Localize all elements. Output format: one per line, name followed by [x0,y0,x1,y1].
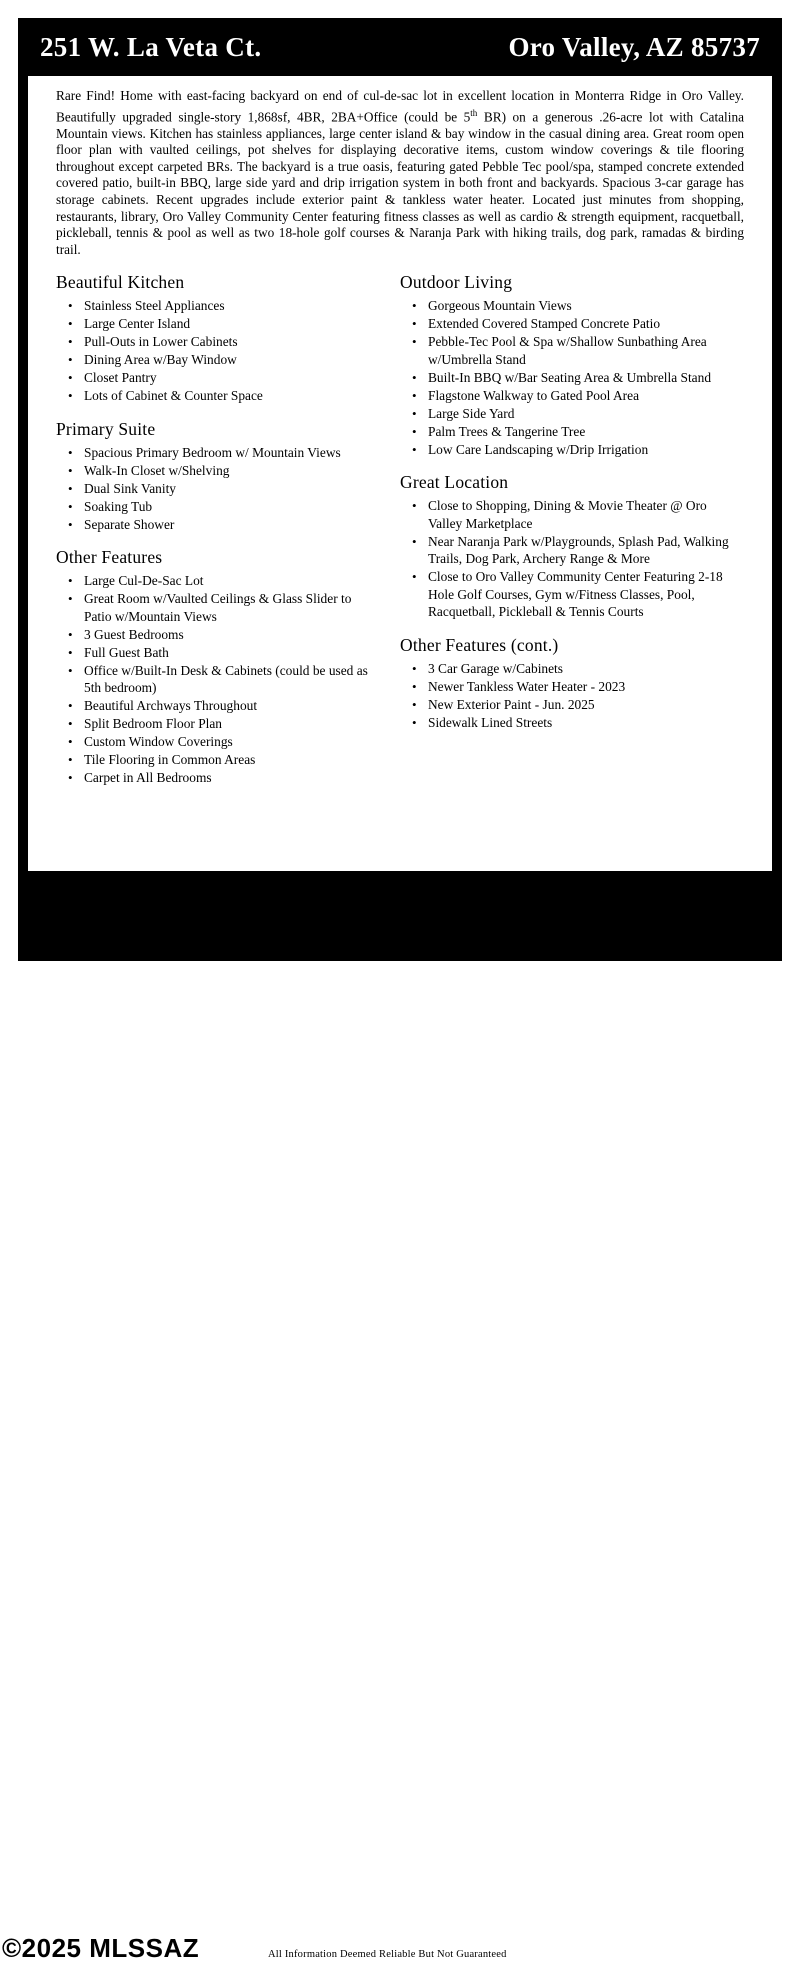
list-item: • Newer Tankless Water Heater - 2023 [400,678,736,696]
list-item: • Large Cul-De-Sac Lot [56,572,376,590]
list-item: • Spacious Primary Bedroom w/ Mountain Views [56,444,376,462]
property-address: 251 W. La Veta Ct. [40,31,262,62]
description-part-1: Rare Find! Home with east-facing backyard on end of cul-de-sac lot in excellent location in Monterra Ridge in Oro Valley. Beautifully upgraded single-story 1,868sf, 4BR, 2BA+Office (could be 5 [56,88,744,125]
footer-black-block [18,871,782,961]
list-item: • Gorgeous Mountain Views [400,297,736,315]
list-item: • Large Center Island [56,315,376,333]
list-item: • Flagstone Walkway to Gated Pool Area [400,387,736,405]
mls-brand: ©2025 MLSSAZ [2,1933,200,1963]
list-item: • Low Care Landscaping w/Drip Irrigation [400,441,736,459]
description-superscript: th [470,107,478,118]
list-item: • Built-In BBQ w/Bar Seating Area & Umbrella Stand [400,369,736,387]
list-item: • Dual Sink Vanity [56,480,376,498]
section-title-other-features-cont: Other Features (cont.) [400,634,559,655]
list-item: • Pull-Outs in Lower Cabinets [56,333,376,351]
list-item: • Sidewalk Lined Streets [400,714,736,732]
footer-disclaimer: All Information Deemed Reliable But Not Guaranteed [268,1949,507,1960]
list-item: • Dining Area w/Bay Window [56,351,376,369]
list-item: • Separate Shower [56,516,376,534]
feature-list-outdoor-living [400,297,736,458]
list-item: • 3 Car Garage w/Cabinets [400,660,736,678]
feature-list-great-location [400,497,736,621]
list-item: • Pebble-Tec Pool & Spa w/Shallow Sunbathing Area w/Umbrella Stand [400,333,736,368]
section-title-outdoor-living: Outdoor Living [400,272,513,293]
list-item: • Walk-In Closet w/Shelving [56,462,376,480]
list-item: • Close to Shopping, Dining & Movie Theater @ Oro Valley Marketplace [400,497,736,532]
list-item: • Office w/Built-In Desk & Cabinets (could be used as 5th bedroom) [56,662,376,697]
list-item: • New Exterior Paint - Jun. 2025 [400,696,736,714]
feature-columns [56,272,744,787]
feature-list-primary-suite [56,444,376,534]
footer [0,961,800,1963]
property-city-state-zip: Oro Valley, AZ 85737 [508,31,760,62]
section-title-other-features: Other Features [56,547,163,568]
list-item: • Beautiful Archways Throughout [56,697,376,715]
list-item: • Split Bedroom Floor Plan [56,715,376,733]
feature-list-other-features-cont [400,660,736,732]
list-item: • Full Guest Bath [56,644,376,662]
content-area [56,88,744,787]
list-item: • Stainless Steel Appliances [56,297,376,315]
property-description [56,88,744,258]
list-item: • Lots of Cabinet & Counter Space [56,387,376,405]
right-column [400,272,736,787]
list-item: • Closet Pantry [56,369,376,387]
list-item: • Carpet in All Bedrooms [56,769,376,787]
header-bar [18,18,782,76]
list-item: • Near Naranja Park w/Playgrounds, Splash Pad, Walking Trails, Dog Park, Archery Range & More [400,533,736,568]
list-item: • Close to Oro Valley Community Center Featuring 2-18 Hole Golf Courses, Gym w/Fitness Classes, Pool, Racquetball, Pickleball & Tennis Courts [400,568,736,621]
list-item: • Soaking Tub [56,498,376,516]
list-item: • Great Room w/Vaulted Ceilings & Glass Slider to Patio w/Mountain Views [56,590,376,625]
section-title-great-location: Great Location [400,472,509,493]
list-item: • Palm Trees & Tangerine Tree [400,423,736,441]
left-column [56,272,376,787]
description-part-2: BR) on a generous .26-acre lot with Catalina Mountain views. Kitchen has stainless appliances, large center island & bay window in the casual dining area. Great room open floor plan with vaulted ceilings, pot shelves for displaying decorative items, custom window coverings & tile flooring throughout except carpeted BRs. The backyard is a true oasis, featuring gated Pebble Tec pool/spa, stamped concrete extended covered patio, built-in BBQ, large side yard and drip irrigation system in both front and backyards. Spacious 3-car garage has storage cabinets. Recent upgrades include exterior paint & tankless water heater. Located just minutes from shopping, restaurants, library, Oro Valley Community Center featuring fitness classes as well as cardio & strength equipment, racquetball, pickleball, tennis & pool as well as two 18-hole golf courses & Naranja Park with hiking trails, dog park, ramadas & birding trail. [56,109,744,257]
list-item: • 3 Guest Bedrooms [56,626,376,644]
list-item: • Extended Covered Stamped Concrete Patio [400,315,736,333]
list-item: • Custom Window Coverings [56,733,376,751]
section-title-primary-suite: Primary Suite [56,418,156,439]
feature-list-beautiful-kitchen [56,297,376,405]
feature-list-other-features [56,572,376,787]
list-item: • Tile Flooring in Common Areas [56,751,376,769]
section-title-beautiful-kitchen: Beautiful Kitchen [56,272,185,293]
list-item: • Large Side Yard [400,405,736,423]
